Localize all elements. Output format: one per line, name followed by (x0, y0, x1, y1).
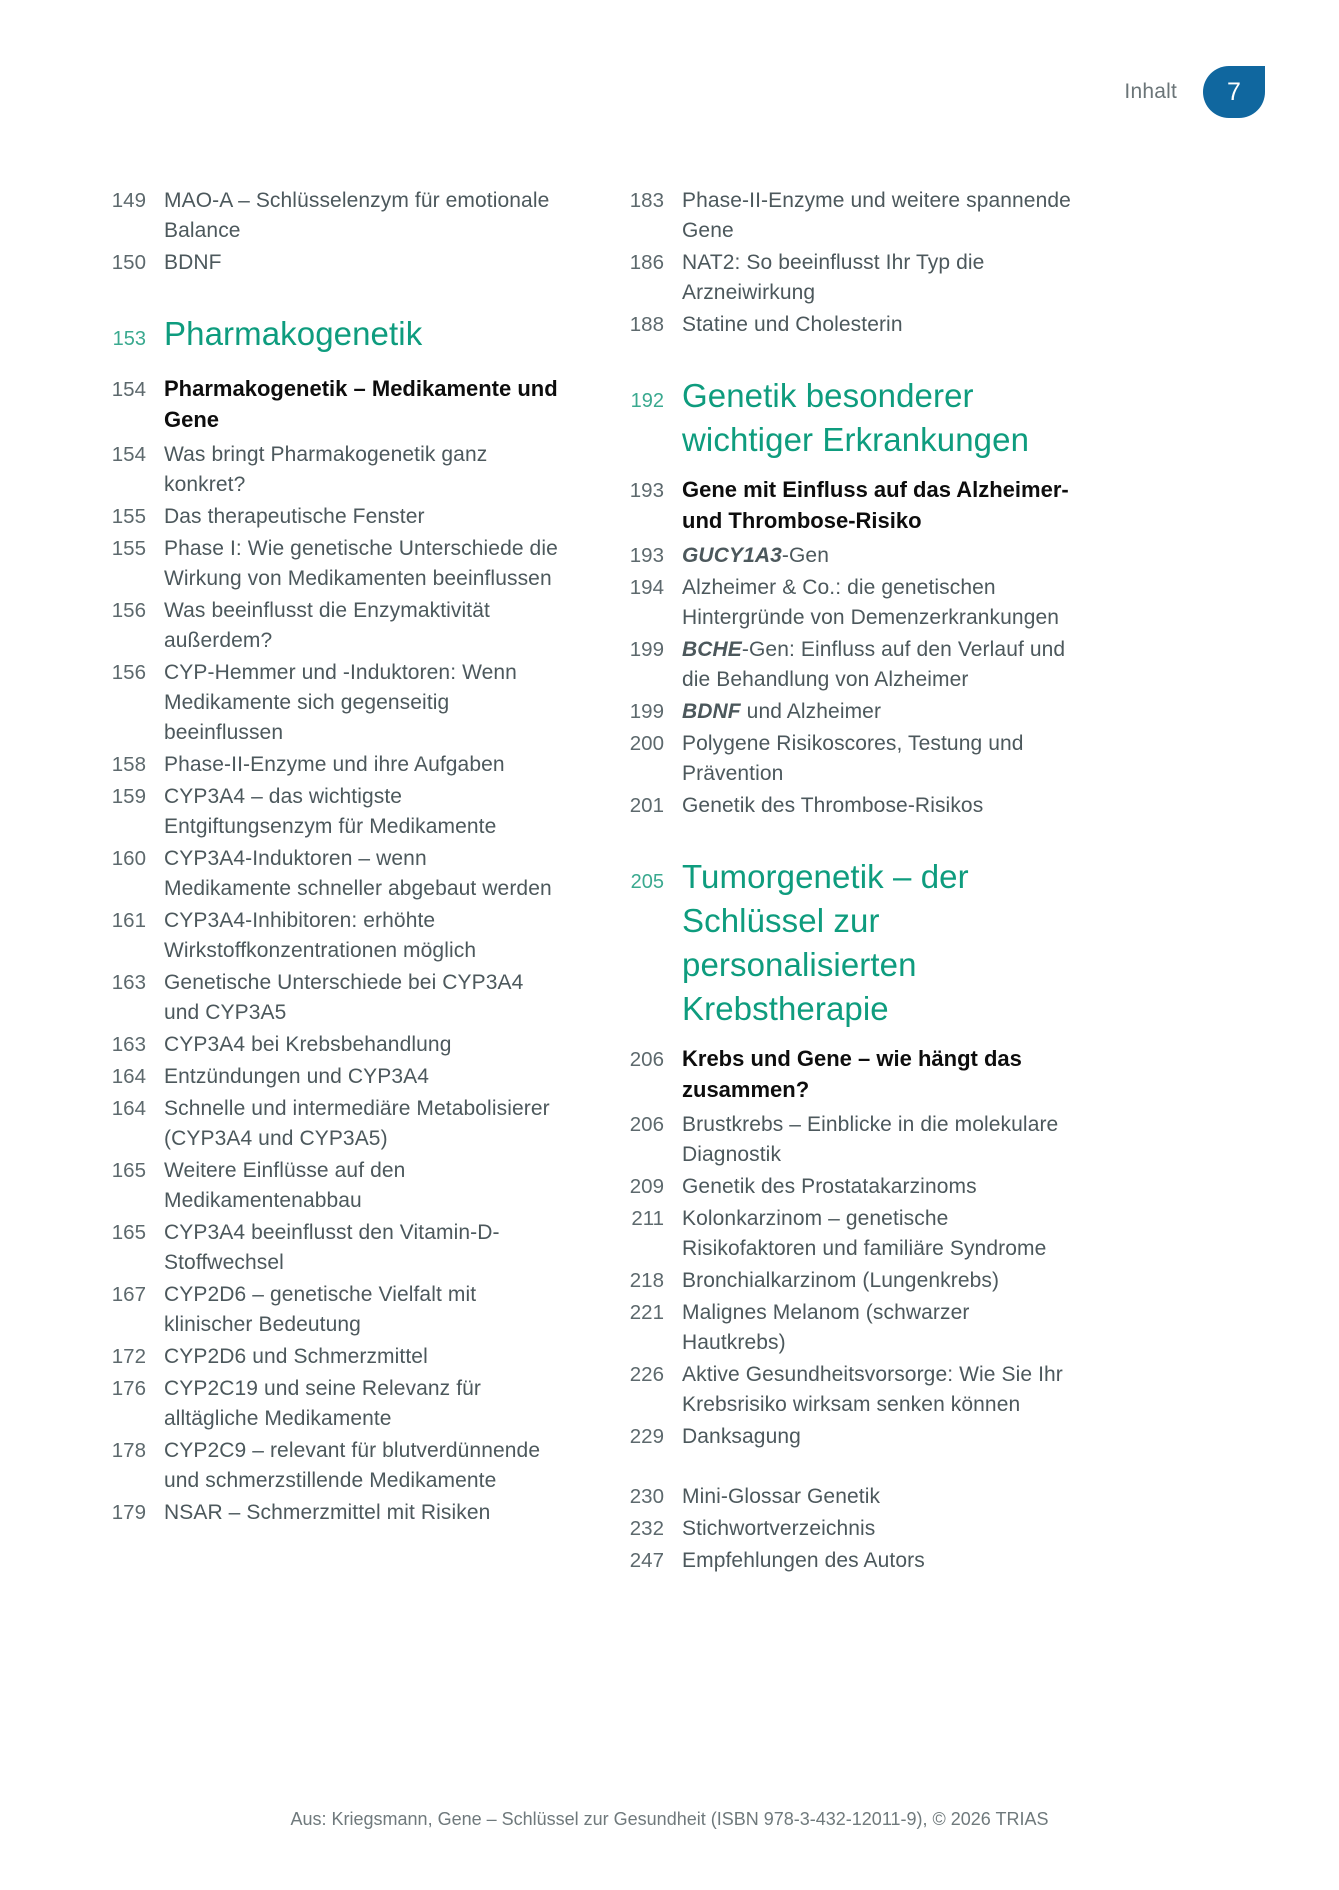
toc-entry-label: Malignes Melanom (schwarzer Hautkrebs) (682, 1301, 970, 1354)
toc-page-number: 232 (629, 1517, 664, 1540)
gene-suffix: und Alzheimer (740, 700, 882, 723)
toc-page-number: 206 (629, 1048, 664, 1071)
toc-entry[interactable] (616, 248, 1076, 308)
toc-section-heading[interactable] (98, 312, 558, 361)
toc-subsection-heading[interactable] (616, 474, 1076, 536)
toc-entry[interactable] (616, 1422, 1076, 1452)
toc-subsection-heading[interactable] (98, 373, 558, 435)
toc-page-number: 159 (111, 785, 146, 808)
gene-suffix: -Gen: Einfluss auf den Verlauf und die Behandlung von Alzheimer (682, 638, 1066, 691)
toc-entry[interactable] (98, 906, 558, 966)
toc-entry-label: CYP2D6 – genetische Vielfalt mit klinischer Bedeutung (164, 1283, 477, 1336)
toc-entry[interactable] (98, 440, 558, 500)
toc-entry-label: Das therapeutische Fenster (164, 505, 425, 528)
toc-page-number: 154 (111, 378, 146, 401)
toc-entry-label: Stichwortverzeichnis (682, 1517, 876, 1540)
toc-entry[interactable] (98, 1436, 558, 1496)
toc-entry[interactable] (98, 844, 558, 904)
toc-page-number: 221 (629, 1301, 664, 1324)
toc-entry-label: CYP3A4 bei Krebsbehandlung (164, 1033, 452, 1056)
toc-entry[interactable] (98, 534, 558, 594)
toc-entry[interactable] (616, 573, 1076, 633)
toc-entry[interactable] (98, 1094, 558, 1154)
toc-entry-label: Genetische Unterschiede bei CYP3A4 und CYP3A5 (164, 971, 524, 1024)
toc-page-number: 186 (629, 251, 664, 274)
toc-entry[interactable] (98, 968, 558, 1028)
toc-entry[interactable] (616, 635, 1076, 695)
toc-entry-label: Kolonkarzinom – genetische Risikofaktoren und familiäre Syndrome (682, 1207, 1047, 1260)
toc-entry-label: Aktive Gesundheitsvorsorge: Wie Sie Ihr Krebsrisiko wirksam senken können (682, 1363, 1063, 1416)
toc-section-heading[interactable] (616, 855, 1076, 1031)
gene-name: BDNF (682, 700, 741, 723)
toc-entry-label: Statine und Cholesterin (682, 313, 903, 336)
toc-entry-label: Was bringt Pharmakogenetik ganz konkret? (164, 443, 488, 496)
toc-page-number: 192 (630, 390, 664, 412)
toc-entry-label: Empfehlungen des Autors (682, 1549, 925, 1572)
toc-entry-label: Brustkrebs – Einblicke in die molekulare Diagnostik (682, 1113, 1059, 1166)
toc-page-number: 206 (629, 1113, 664, 1136)
toc-entry-label: Phase-II-Enzyme und ihre Aufgaben (164, 753, 505, 776)
toc-page-number: 230 (629, 1485, 664, 1508)
toc-entry[interactable] (616, 697, 1076, 727)
toc-page-number: 155 (111, 505, 146, 528)
toc-section-heading[interactable] (616, 374, 1076, 462)
toc-page-number: 165 (111, 1159, 146, 1182)
toc-entry-label: CYP3A4-Induktoren – wenn Medikamente schneller abgebaut werden (164, 847, 552, 900)
toc-page-number: 194 (629, 576, 664, 599)
toc-page-number: 165 (111, 1221, 146, 1244)
toc-page-number: 193 (629, 479, 664, 502)
left-column (98, 186, 558, 1578)
toc-page-number: 199 (629, 700, 664, 723)
toc-page-number: 172 (111, 1345, 146, 1368)
toc-entry[interactable] (98, 1156, 558, 1216)
toc-entry-label: Genetik des Prostatakarzinoms (682, 1175, 977, 1198)
toc-entry[interactable] (616, 1204, 1076, 1264)
toc-entry-label: CYP2C9 – relevant für blutverdünnende und schmerzstillende Medikamente (164, 1439, 541, 1492)
toc-entry-label: Phase-II-Enzyme und weitere spannende Gene (682, 189, 1071, 242)
toc-entry-label: NAT2: So beeinflusst Ihr Typ die Arzneiwirkung (682, 251, 985, 304)
toc-page-number: 179 (111, 1501, 146, 1524)
toc-page-number: 193 (629, 544, 664, 567)
toc-page-number: 226 (629, 1363, 664, 1386)
toc-entry-label: Bronchialkarzinom (Lungenkrebs) (682, 1269, 1000, 1292)
toc-entry-label: Pharmakogenetik (164, 315, 423, 352)
toc-page-number: 176 (111, 1377, 146, 1400)
toc-page-number: 163 (111, 1033, 146, 1056)
toc-entry[interactable] (98, 782, 558, 842)
toc-entry[interactable] (616, 1110, 1076, 1170)
header-label: Inhalt (1124, 80, 1177, 103)
toc-page-number: 205 (630, 871, 664, 893)
toc-entry[interactable] (98, 1280, 558, 1340)
toc-entry-label: Weitere Einflüsse auf den Medikamentenabbau (164, 1159, 406, 1212)
toc-subsection-heading[interactable] (616, 1043, 1076, 1105)
toc-page-number: 154 (111, 443, 146, 466)
toc-entry-label: Danksagung (682, 1425, 801, 1448)
toc-entry[interactable] (98, 1498, 558, 1528)
footer-source-note: Aus: Kriegsmann, Gene – Schlüssel zur Gesundheit (ISBN 978-3-432-12011-9), © 2026 TRIAS (290, 1809, 1049, 1829)
toc-page-number: 183 (629, 189, 664, 212)
toc-page-number: 199 (629, 638, 664, 661)
toc-entry[interactable] (616, 1514, 1076, 1544)
toc-entry[interactable] (616, 541, 1076, 571)
toc-entry-label: NSAR – Schmerzmittel mit Risiken (164, 1501, 491, 1524)
toc-page-number: 167 (111, 1283, 146, 1306)
toc-entry[interactable] (98, 1030, 558, 1060)
toc-page-number: 164 (111, 1097, 146, 1120)
toc-entry[interactable] (98, 596, 558, 656)
toc-entry-label: Phase I: Wie genetische Unterschiede die Wirkung von Medikamenten beeinflussen (164, 537, 558, 590)
toc-entry[interactable] (616, 1360, 1076, 1420)
toc-entry[interactable] (98, 502, 558, 532)
toc-entry-label (682, 541, 829, 571)
toc-page-number: 201 (629, 794, 664, 817)
toc-entry[interactable] (616, 186, 1076, 246)
toc-entry[interactable] (98, 1374, 558, 1434)
toc-entry-label: BDNF (164, 251, 222, 274)
right-column (616, 186, 1076, 1578)
toc-entry-label: CYP3A4-Inhibitoren: erhöhte Wirkstoffkonzentrationen möglich (164, 909, 477, 962)
toc-page-number: 158 (111, 753, 146, 776)
toc-entry-label: CYP3A4 – das wichtigste Entgiftungsenzym für Medikamente (164, 785, 497, 838)
toc-page-number: 155 (111, 537, 146, 560)
toc-page-number: 156 (111, 599, 146, 622)
toc-entry-label: CYP-Hemmer und -Induktoren: Wenn Medikamente sich gegenseitig beeinflussen (164, 661, 517, 744)
toc-entry-label (682, 697, 881, 727)
table-of-contents (98, 186, 1258, 1578)
toc-entry-label: Krebs und Gene – wie hängt das zusammen? (682, 1046, 1022, 1102)
toc-entry-label: Schnelle und intermediäre Metabolisierer (CYP3A4 und CYP3A5) (164, 1097, 550, 1150)
toc-entry[interactable] (616, 1266, 1076, 1296)
toc-entry[interactable] (98, 1062, 558, 1092)
toc-page-number: 178 (111, 1439, 146, 1462)
toc-entry-label: Genetik des Thrombose-Risikos (682, 794, 984, 817)
toc-page-number: 156 (111, 661, 146, 684)
toc-page-number: 218 (629, 1269, 664, 1292)
gene-name: GUCY1A3 (682, 544, 782, 567)
toc-entry[interactable] (616, 1482, 1076, 1512)
toc-entry-label: CYP2C19 und seine Relevanz für alltägliche Medikamente (164, 1377, 482, 1430)
toc-entry-label: Gene mit Einfluss auf das Alzheimer- und Thrombose-Risiko (682, 477, 1069, 533)
toc-entry-label: Genetik besonderer wichtiger Erkrankungen (682, 377, 1030, 458)
toc-page-number: 211 (631, 1207, 664, 1230)
toc-entry[interactable] (98, 750, 558, 780)
toc-page-number: 153 (112, 328, 146, 350)
toc-entry[interactable] (616, 1298, 1076, 1358)
toc-entry[interactable] (98, 1218, 558, 1278)
toc-page-number: 247 (629, 1549, 664, 1572)
toc-page-number: 150 (111, 251, 146, 274)
toc-entry[interactable] (98, 186, 558, 246)
toc-entry-label: Was beeinflusst die Enzymaktivität außerdem? (164, 599, 490, 652)
toc-entry-label: Mini-Glossar Genetik (682, 1485, 881, 1508)
gene-suffix: -Gen (781, 544, 829, 567)
toc-page-number: 160 (111, 847, 146, 870)
toc-page-number: 188 (629, 313, 664, 336)
toc-entry-label: Entzündungen und CYP3A4 (164, 1065, 430, 1088)
toc-entry-label: Alzheimer & Co.: die genetischen Hintergründe von Demenzerkrankungen (682, 576, 1060, 629)
toc-entry[interactable] (616, 791, 1076, 821)
toc-page-number: 149 (111, 189, 146, 212)
toc-entry-label: Pharmakogenetik – Medikamente und Gene (164, 376, 558, 432)
toc-page-number: 161 (111, 909, 146, 932)
toc-entry[interactable] (616, 1172, 1076, 1202)
page-header (1124, 66, 1265, 118)
toc-entry[interactable] (98, 1342, 558, 1372)
toc-entry-label: Tumorgenetik – der Schlüssel zur personalisierten Krebstherapie (682, 858, 969, 1027)
toc-entry[interactable] (98, 248, 558, 278)
toc-entry-label (682, 635, 1076, 695)
toc-entry[interactable] (616, 1546, 1076, 1576)
toc-entry[interactable] (98, 658, 558, 748)
toc-page-number: 200 (629, 732, 664, 755)
toc-page-number: 209 (629, 1175, 664, 1198)
toc-page-number: 163 (111, 971, 146, 994)
toc-page-number: 164 (111, 1065, 146, 1088)
toc-entry[interactable] (616, 310, 1076, 340)
gene-name: BCHE (682, 638, 742, 661)
toc-entry-label: CYP3A4 beeinflusst den Vitamin-D-Stoffwechsel (164, 1221, 500, 1274)
toc-entry-label: CYP2D6 und Schmerzmittel (164, 1345, 428, 1368)
toc-entry-label: Polygene Risikoscores, Testung und Prävention (682, 732, 1024, 785)
toc-entry[interactable] (616, 729, 1076, 789)
page-number-badge: 7 (1203, 66, 1265, 118)
toc-page-number: 229 (629, 1425, 664, 1448)
toc-entry-label: MAO-A – Schlüsselenzym für emotionale Balance (164, 189, 550, 242)
